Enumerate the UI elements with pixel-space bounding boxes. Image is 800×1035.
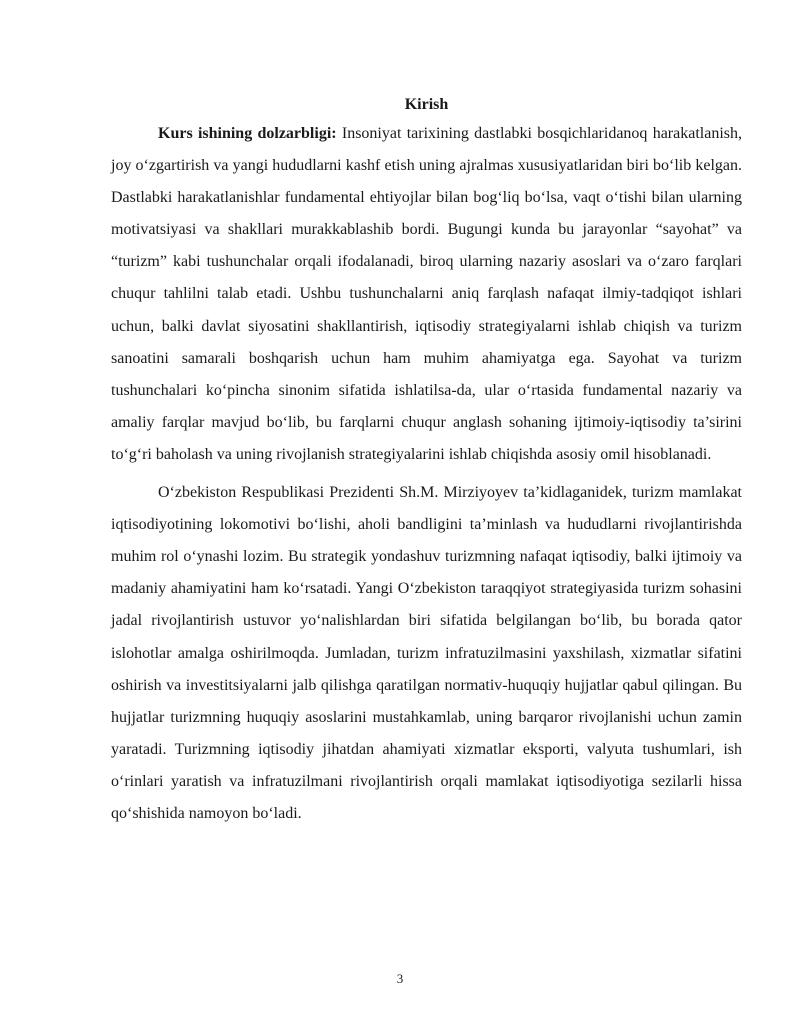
paragraph-body: Insoniyat tarixining dastlabki bosqichlaridanoq harakatlanish, joy o‘zgartirish va yangi hududlarni kashf etish uning ajralmas xususiyatlaridan biri bo‘lib kelgan. Dastlabki harakatlanishlar fundamental ehtiyojlar bilan bog‘liq bo‘lsa, vaqt o‘tishi bilan ularning motivatsiyasi va shakllari murakkablashib bordi. Bugungi kunda bu jarayonlar “sayohat” va “turizm” kabi tushunchalar orqali ifodalanadi, biroq ularning nazariy asoslari va o‘zaro farqlari chuqur tahlilni talab etadi. Ushbu tushunchalarni aniq farqlash nafaqat ilmiy-tadqiqot ishlari uchun, balki davlat siyosatini shakllantirish, iqtisodiy strategiyalarni ishlab chiqish va turizm sanoatini samarali boshqarish uchun ham muhim ahamiyatga ega. Sayohat va turizm tushunchalari ko‘pincha sinonim sifatida ishlatilsa-da, ular o‘rtasida fundamental nazariy va amaliy farqlar mavjud bo‘lib, bu farqlarni chuqur anglash sohaning ijtimoiy-iqtisodiy ta’sirini to‘g‘ri baholash va uning rivojlanish strategiyalarini ishlab chiqishda asosiy omil hisoblanadi.	[111, 125, 742, 463]
paragraph-relevance	[111, 118, 742, 471]
page-number: 3	[396, 971, 404, 986]
paragraph-president-quote: O‘zbekiston Respublikasi Prezidenti Sh.M. Mirziyoyev ta’kidlaganidek, turizm mamlakat iqtisodiyotining lokomotivi bo‘lishi, aholi bandligini ta’minlash va hududlarni rivojlantirishda muhim rol o‘ynashi lozim. Bu strategik yondashuv turizmning nafaqat iqtisodiy, balki ijtimoiy va madaniy ahamiyatini ham ko‘rsatadi. Yangi O‘zbekiston taraqqiyot strategiyasida turizm sohasini jadal rivojlantirish ustuvor yo‘nalishlardan biri sifatida belgilangan bo‘lib, bu borada qator islohotlar amalga oshirilmoqda. Jumladan, turizm infratuzilmasini yaxshilash, xizmatlar sifatini oshirish va investitsiyalarni jalb qilishga qaratilgan normativ-huquqiy hujjatlar qabul qilingan. Bu hujjatlar turizmning huquqiy asoslarini mustahkamlab, uning barqaror rivojlanishi uchun zamin yaratadi. Turizmning iqtisodiy jihatdan ahamiyati xizmatlar eksporti, valyuta tushumlari, ish o‘rinlari yaratish va infratuzilmani rivojlantirish orqali mamlakat iqtisodiyotiga sezilarli hissa qo‘shishida namoyon bo‘ladi.	[111, 484, 742, 822]
document-page	[111, 92, 742, 830]
section-title: Kirish	[404, 96, 449, 113]
paragraph-lead: Kurs ishining dolzarbligi:	[158, 125, 337, 142]
